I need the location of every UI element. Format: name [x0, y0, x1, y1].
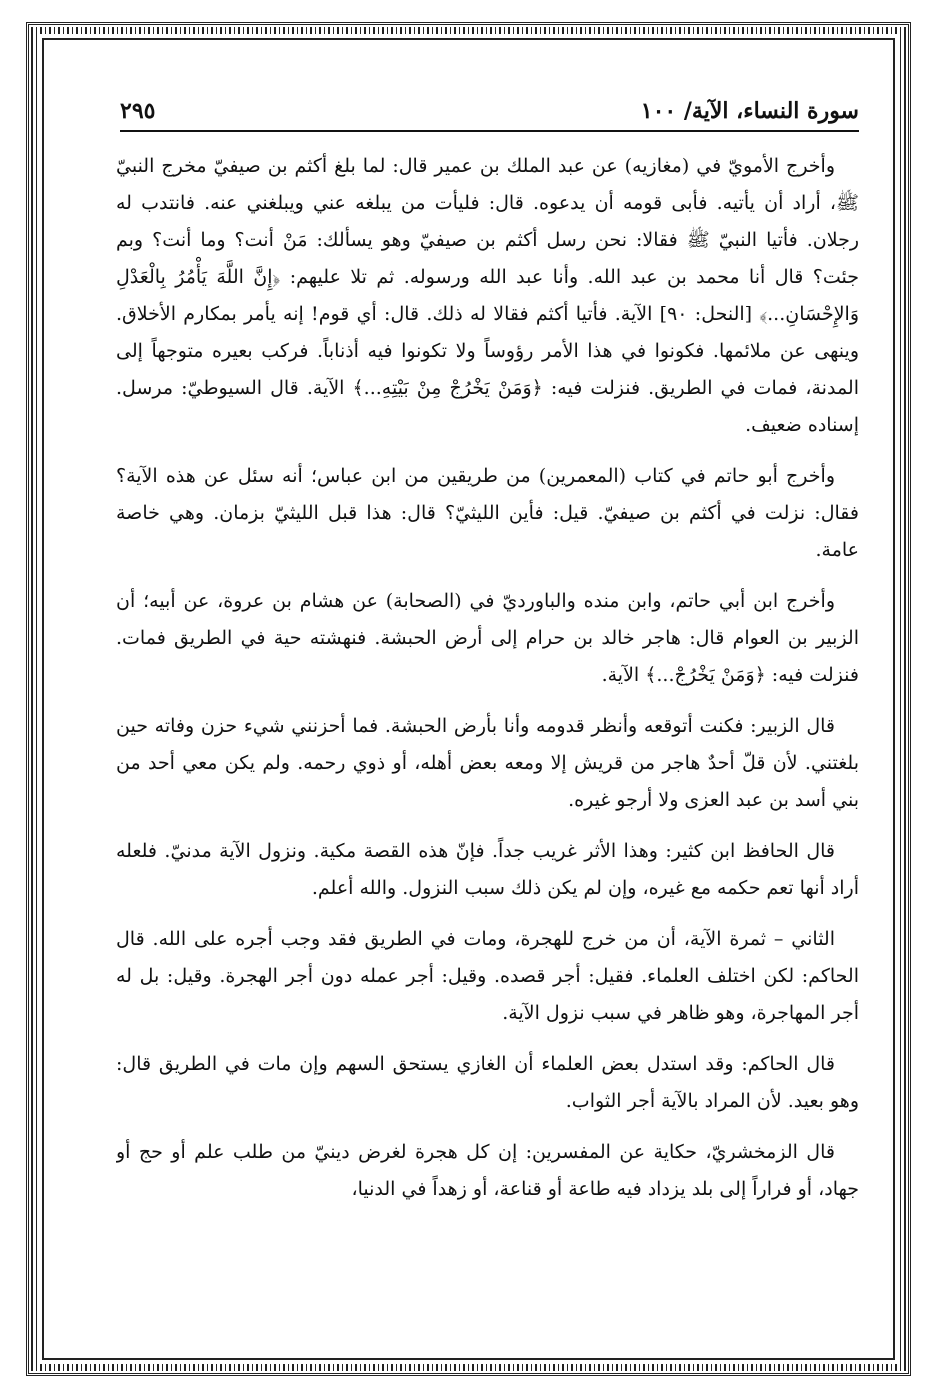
- page-number: ٢٩٥: [120, 98, 156, 124]
- paragraph: وأخرج ابن أبي حاتم، وابن منده والباورديّ في (الصحابة) عن هشام بن عروة، عن أبيه؛ أن الزبير بن العوام قال: هاجر خالد بن حرام إلى أرض الحبشة. فنهشته حية في الطريق فمات. فنزلت فيه: ﴿وَمَنْ يَخْرُجْ...﴾ الآية.: [116, 590, 859, 686]
- paragraph: قال الزبير: فكنت أتوقعه وأنظر قدومه وأنا بأرض الحبشة. فما أحزنني شيء حزن وفاته حين بلغتني. لأن قلّ أحدٌ هاجر من قريش إلا ومعه بعض أهله، أو ذوي رحمه. ولم يكن معي أحد من بني أسد بن عبد العزى ولا أرجو غيره.: [116, 715, 859, 811]
- paragraph: قال الحافظ ابن كثير: وهذا الأثر غريب جداً. فإنّ هذه القصة مكية. ونزول الآية مدنيّ. فلعله أراد أنها تعم حكمه مع غيره، وإن لم يكن ذلك سبب النزول. والله أعلم.: [116, 840, 859, 899]
- paragraph: قال الحاكم: وقد استدل بعض العلماء أن الغازي يستحق السهم وإن مات في الطريق قال: وهو بعيد. لأن المراد بالآية أجر الثواب.: [116, 1053, 859, 1112]
- page-body: [116, 148, 859, 1358]
- running-title: سورة النساء، الآية/ ١٠٠: [640, 98, 859, 124]
- paragraph: وأخرج أبو حاتم في كتاب (المعمرين) من طريقين من ابن عباس؛ أنه سئل عن هذه الآية؟ فقال: نزلت في أكثم بن صيفيّ. قيل: فأين الليثيّ؟ قال: هذا قبل الليثيّ بزمان. وهي خاصة عامة.: [116, 465, 859, 561]
- paragraph: قال الزمخشريّ، حكاية عن المفسرين: إن كل هجرة لغرض دينيّ من طلب علم أو حج أو جهاد، أو فراراً إلى بلد يزداد فيه طاعة أو قناعة، أو زهداً في الدنيا،: [116, 1141, 859, 1200]
- paragraph: وأخرج الأمويّ في (مغازيه) عن عبد الملك بن عمير قال: لما بلغ أكثم بن صيفيّ مخرج النبيّ ﷺ، أراد أن يأتيه. فأبى قومه أن يدعوه. قال: فليأت من يبلغه عني ويبلغني عنه. فانتدب له رجلان. فأتيا النبيّ ﷺ فقالا: نحن رسل أكثم بن صيفيّ وهو يسألك: مَنْ أنت؟ وما أنت؟ وبم جئت؟ قال أنا محمد بن عبد الله. وأنا عبد الله ورسوله. ثم تلا عليهم: ﴿إِنَّ اللَّهَ يَأْمُرُ بِالْعَدْلِ وَالإِحْسَانِ...﴾ [النحل: ٩٠] الآية. فأتيا أكثم فقالا له ذلك. قال: أي قوم! إنه يأمر بمكارم الأخلاق. وينهى عن ملائمها. فكونوا في هذا الأمر رؤوساً ولا تكونوا فيه أذناباً. فركب بعيره متوجهاً إلى المدنة، فمات في الطريق. فنزلت فيه: ﴿وَمَنْ يَخْرُجْ مِنْ بَيْتِهِ...﴾ الآية. قال السيوطيّ: مرسل. إسناده ضعيف.: [116, 155, 859, 436]
- paragraph: الثاني – ثمرة الآية، أن من خرج للهجرة، ومات في الطريق فقد وجب أجره على الله. قال الحاكم: لكن اختلف العلماء. فقيل: أجر قصده. وقيل: أجر عمله دون أجر الهجرة. وقيل: بل له أجر المهاجرة، وهو ظاهر في سبب نزول الآية.: [116, 928, 859, 1024]
- page-header: [120, 84, 859, 132]
